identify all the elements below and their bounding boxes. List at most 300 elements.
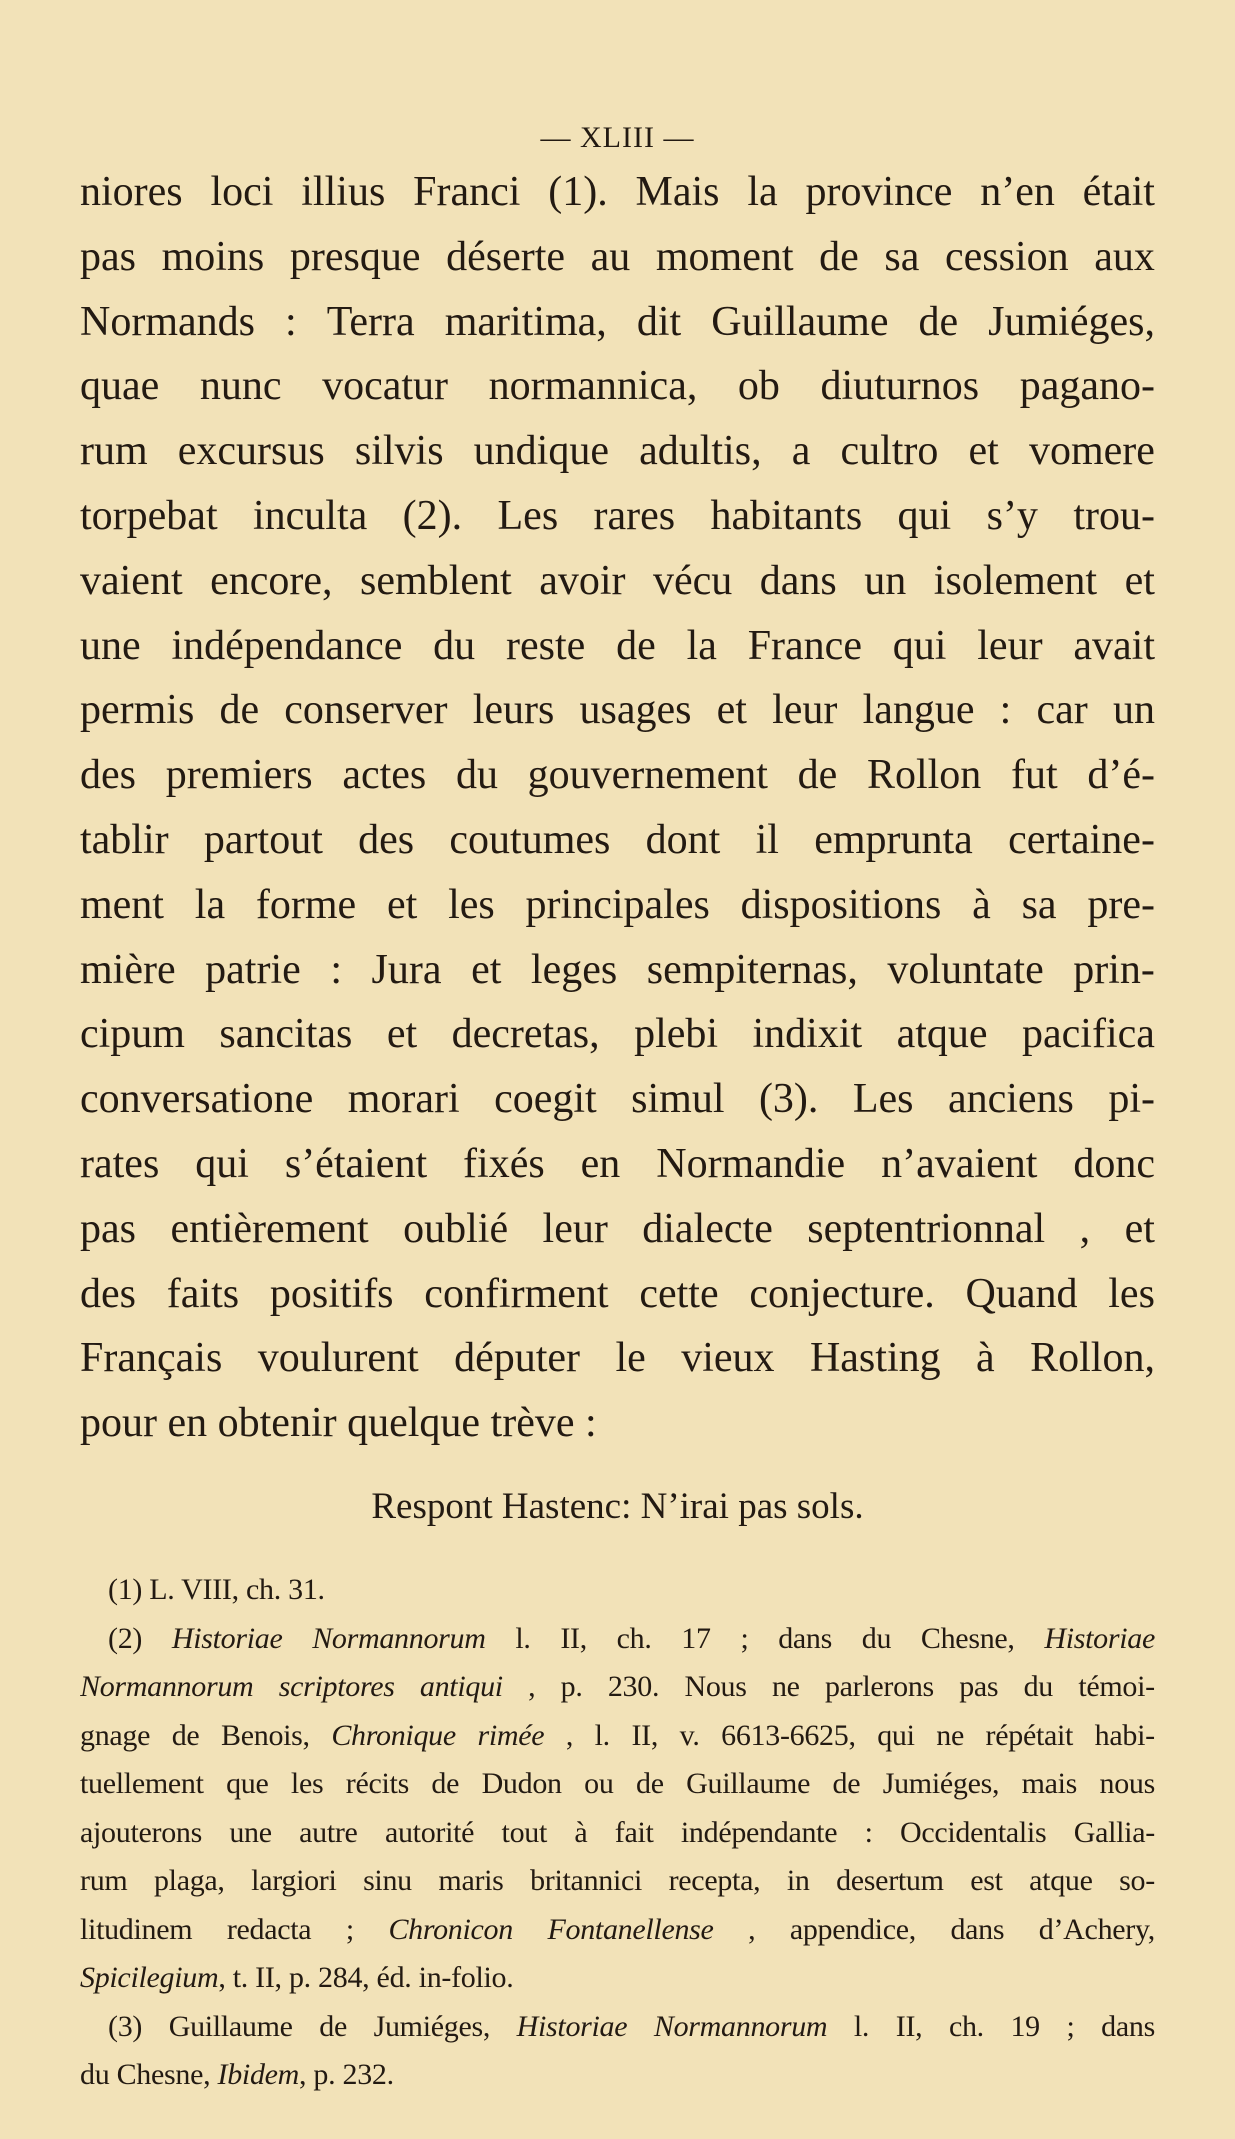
footnote-word: ajouterons bbox=[80, 1815, 202, 1849]
word: ment bbox=[80, 881, 164, 928]
word: : bbox=[999, 687, 1012, 734]
word: du bbox=[433, 622, 476, 669]
footnote-word: 19 bbox=[1010, 2009, 1040, 2043]
word: tablir bbox=[80, 816, 169, 863]
footnote-word: répétait bbox=[985, 1718, 1074, 1752]
word: certaine- bbox=[1008, 816, 1155, 863]
footnote-word: recepta, bbox=[668, 1864, 761, 1897]
word: Normandie bbox=[656, 1140, 846, 1187]
footnote-word: in bbox=[786, 1864, 810, 1897]
word: des bbox=[80, 752, 136, 799]
footnote-word: v. bbox=[679, 1718, 700, 1752]
word: et bbox=[968, 428, 999, 475]
word: excursus bbox=[177, 428, 325, 475]
footnote-word: (3) bbox=[108, 2009, 143, 2043]
word: sancitas bbox=[219, 1011, 353, 1058]
body-line bbox=[80, 678, 1155, 743]
body-line: pour en obtenir quelque trève : bbox=[80, 1400, 597, 1447]
word: positifs bbox=[269, 1270, 394, 1317]
footnote-word: Occidentalis bbox=[900, 1815, 1047, 1849]
body-line bbox=[80, 1067, 1155, 1132]
footnote-word: de bbox=[171, 1718, 200, 1752]
footnote-word: ne bbox=[771, 1670, 800, 1703]
footnote-word: ; bbox=[1066, 2009, 1075, 2043]
word: inculta bbox=[252, 492, 368, 539]
word: à bbox=[972, 881, 991, 928]
word: quae bbox=[80, 363, 160, 410]
footnote-word: autorité bbox=[384, 1815, 475, 1849]
word: mière bbox=[80, 946, 176, 993]
footnote-text: (1) L. VIII, ch. 31. bbox=[108, 1573, 325, 1606]
word: un bbox=[1112, 687, 1155, 734]
word: indépendance bbox=[171, 622, 403, 669]
word: sempiternas, bbox=[646, 946, 858, 993]
footnote-word: atque bbox=[1029, 1864, 1093, 1897]
footnote-word: une bbox=[229, 1815, 272, 1849]
footnote-word: Gallia- bbox=[1073, 1815, 1155, 1849]
footnote-word: que bbox=[226, 1767, 269, 1800]
footnote-word: II, bbox=[895, 2009, 923, 2043]
word: leurs bbox=[472, 687, 555, 734]
page-number-header: — XLIII — bbox=[540, 121, 695, 154]
footnote-word: du bbox=[861, 1621, 892, 1655]
footnote-word: Guillaume bbox=[686, 1767, 811, 1800]
body-line bbox=[80, 484, 1155, 549]
footnote-word: litudinem bbox=[80, 1912, 193, 1946]
word: de bbox=[219, 687, 260, 734]
footnote-italic-word: Normannorum bbox=[653, 2009, 828, 2043]
body-line bbox=[80, 1262, 1155, 1327]
footnote-word: britannici bbox=[530, 1864, 643, 1897]
word: de bbox=[819, 233, 859, 280]
word: undique bbox=[473, 428, 609, 475]
word: France bbox=[747, 622, 862, 669]
word: dont bbox=[645, 816, 721, 863]
word: habitants bbox=[710, 492, 863, 539]
footnote-word: 6613-6625, bbox=[721, 1718, 856, 1752]
word: qui bbox=[195, 1140, 249, 1187]
word: illius bbox=[301, 169, 386, 215]
word: langue bbox=[862, 687, 975, 734]
footnote-word: Chesne, bbox=[920, 1621, 1015, 1655]
footnote-word: Jumiéges, bbox=[373, 2009, 491, 2043]
footnote-word: l. bbox=[594, 1718, 610, 1752]
word: vécu bbox=[652, 557, 733, 604]
word: les bbox=[448, 881, 495, 928]
word: de bbox=[918, 298, 959, 345]
word: entièrement bbox=[170, 1205, 369, 1252]
word: du bbox=[455, 752, 498, 799]
footnote-word: tuellement bbox=[80, 1767, 204, 1800]
word: plebi bbox=[634, 1011, 719, 1058]
word: gouvernement bbox=[527, 752, 768, 799]
word: moins bbox=[161, 233, 265, 280]
word: forme bbox=[255, 881, 357, 928]
body-line bbox=[80, 1132, 1155, 1197]
footnote-word: 230. bbox=[607, 1670, 660, 1703]
word: à bbox=[976, 1335, 995, 1382]
word: principales bbox=[525, 881, 710, 928]
word: decretas, bbox=[451, 1011, 600, 1058]
word: moment bbox=[655, 233, 794, 280]
word: leur bbox=[542, 1205, 608, 1252]
body-line bbox=[80, 743, 1155, 808]
word: coutumes bbox=[449, 816, 611, 863]
word: partout bbox=[203, 816, 323, 863]
word: pas bbox=[80, 233, 136, 280]
word: Terra bbox=[326, 298, 415, 345]
word: presque bbox=[289, 233, 421, 280]
footnote-word: so- bbox=[1119, 1864, 1155, 1897]
word: indixit bbox=[752, 1011, 863, 1058]
word: (2). bbox=[402, 492, 463, 539]
footnote-italic-title: Spicilegium bbox=[80, 1961, 219, 1994]
footnote-italic-word: Fontanellense bbox=[547, 1912, 714, 1946]
word: déserte bbox=[446, 233, 566, 280]
footnote-word: du bbox=[1023, 1670, 1054, 1703]
footnote-line bbox=[80, 1954, 1155, 2003]
footnote-word: sinu bbox=[363, 1864, 412, 1897]
word: nunc bbox=[199, 363, 282, 410]
footnote-word: II, bbox=[631, 1718, 659, 1752]
word: aux bbox=[1094, 233, 1155, 280]
word: pre- bbox=[1087, 881, 1155, 928]
footnote-word: Jumiéges, bbox=[882, 1767, 1000, 1800]
footnote-italic-word: Historiae bbox=[171, 1621, 283, 1655]
body-line bbox=[80, 225, 1155, 290]
footnote-italic-word: antiqui bbox=[419, 1670, 503, 1703]
footnote-word: p. bbox=[560, 1670, 583, 1703]
word: voulurent bbox=[257, 1335, 419, 1382]
body-line bbox=[80, 1326, 1155, 1391]
footnote-word: ou bbox=[584, 1767, 614, 1800]
footnote-line bbox=[80, 2003, 1155, 2052]
word: n’avaient bbox=[881, 1140, 1038, 1187]
word: sa bbox=[1021, 881, 1057, 928]
word: fixés bbox=[463, 1140, 545, 1187]
footnote-word: de bbox=[431, 1767, 460, 1800]
word: septentrionnal bbox=[807, 1205, 1046, 1252]
word: rum bbox=[80, 428, 148, 475]
footnote-word: indépendante bbox=[680, 1815, 838, 1849]
word: voluntate bbox=[887, 946, 1044, 993]
footnote-word: habi- bbox=[1094, 1718, 1155, 1752]
word: pas bbox=[80, 1205, 136, 1252]
word: coegit bbox=[494, 1076, 597, 1123]
footnote-word: tout bbox=[501, 1815, 548, 1849]
footnote-word: qui bbox=[877, 1718, 915, 1752]
word: dans bbox=[759, 557, 837, 604]
footnote-word: plaga, bbox=[153, 1864, 225, 1897]
footnote-word: ch. bbox=[616, 1621, 652, 1655]
word: diuturnos bbox=[820, 363, 980, 410]
word: conversatione bbox=[80, 1076, 314, 1123]
word: cipum bbox=[80, 1011, 185, 1058]
footnote-italic-word: Chronicon bbox=[388, 1912, 513, 1946]
footnote-word: de bbox=[832, 1767, 861, 1800]
word: morari bbox=[347, 1076, 460, 1123]
footnote-italic-word: Normannorum bbox=[312, 1621, 486, 1655]
word: avait bbox=[1073, 622, 1155, 669]
word: patrie bbox=[205, 946, 301, 993]
word: faits bbox=[166, 1270, 240, 1317]
word: Français bbox=[80, 1335, 223, 1382]
word: Guillaume bbox=[711, 298, 889, 345]
footnote-italic-word: Historiae bbox=[1044, 1621, 1155, 1655]
footnote-word: ch. bbox=[948, 2009, 984, 2043]
word: (3). bbox=[758, 1076, 819, 1123]
footnote-word: dans bbox=[950, 1912, 1005, 1946]
word: torpebat bbox=[80, 492, 218, 539]
word: pacifica bbox=[1022, 1011, 1155, 1058]
footnote-word: II, bbox=[560, 1621, 587, 1655]
footnote-word: maris bbox=[438, 1864, 504, 1897]
word: confirment bbox=[424, 1270, 609, 1317]
word: conserver bbox=[284, 687, 448, 734]
word: les bbox=[1108, 1270, 1155, 1317]
footnote-italic-word: scriptores bbox=[278, 1670, 395, 1703]
footnote-word: , bbox=[528, 1670, 536, 1703]
word: cession bbox=[944, 233, 1069, 280]
body-line bbox=[80, 808, 1155, 873]
verse-quotation: Respont Hastenc: N’irai pas sols. bbox=[371, 1486, 864, 1527]
word: et bbox=[1124, 1205, 1155, 1252]
footnote-line bbox=[80, 1760, 1155, 1809]
footnote-word: rum bbox=[80, 1864, 128, 1897]
footnote-italic-word: Normannorum bbox=[80, 1670, 254, 1703]
word: s’y bbox=[986, 492, 1038, 539]
footnote-word: nous bbox=[1099, 1767, 1155, 1800]
word: oublié bbox=[403, 1205, 509, 1252]
footnotes bbox=[80, 1566, 1155, 2100]
word: normannica, bbox=[488, 363, 698, 410]
word: anciens bbox=[947, 1076, 1074, 1123]
footnote-word: ; bbox=[740, 1621, 749, 1655]
footnote-text: , p. 232. bbox=[299, 2058, 394, 2091]
footnote-line bbox=[80, 1566, 1155, 1615]
body-line bbox=[80, 1197, 1155, 1262]
body-line bbox=[80, 614, 1155, 679]
footnote-line bbox=[80, 2051, 1155, 2100]
word: et bbox=[471, 946, 502, 993]
footnote-word: , bbox=[565, 1718, 574, 1752]
word: avoir bbox=[539, 557, 626, 604]
word: Quand bbox=[965, 1270, 1078, 1317]
word: d’é- bbox=[1087, 752, 1155, 799]
word: ob bbox=[737, 363, 780, 410]
footnote-italic-word: rimée bbox=[477, 1718, 545, 1752]
footnote-line bbox=[80, 1663, 1155, 1712]
word: silvis bbox=[354, 428, 444, 475]
footnote-word: dans bbox=[1101, 2009, 1155, 2043]
footnote-word: (2) bbox=[108, 1621, 143, 1655]
word: vocatur bbox=[322, 363, 449, 410]
word: députer bbox=[454, 1335, 581, 1382]
footnote-word: à bbox=[574, 1815, 588, 1849]
word: et bbox=[716, 687, 747, 734]
word: encore, bbox=[210, 557, 333, 604]
footnote-word: dans bbox=[778, 1621, 833, 1655]
word: s’étaient bbox=[284, 1140, 428, 1187]
word: qui bbox=[897, 492, 952, 539]
word: simul bbox=[631, 1076, 725, 1123]
word: le bbox=[615, 1335, 646, 1382]
footnote-word: est bbox=[970, 1864, 1003, 1897]
word: donc bbox=[1073, 1140, 1155, 1187]
footnote-italic-word: Historiae bbox=[516, 2009, 628, 2043]
word: conjecture. bbox=[749, 1270, 935, 1317]
footnote-word: desertum bbox=[836, 1864, 944, 1897]
word: cette bbox=[639, 1270, 719, 1317]
body-line bbox=[80, 1002, 1155, 1067]
word: au bbox=[590, 233, 631, 280]
footnote-word: parlerons bbox=[824, 1670, 934, 1703]
footnote-word: fait bbox=[614, 1815, 654, 1849]
footnote-word: de bbox=[636, 1767, 664, 1800]
word: Jura bbox=[371, 946, 442, 993]
word: : bbox=[330, 946, 342, 993]
word: loci bbox=[210, 169, 274, 215]
footnote-word: d’Achery, bbox=[1038, 1912, 1155, 1946]
word: pagano- bbox=[1019, 363, 1155, 410]
word: était bbox=[1082, 169, 1155, 215]
footnote-word: ; bbox=[345, 1912, 354, 1946]
word: province bbox=[805, 169, 953, 215]
word: Hasting bbox=[809, 1335, 941, 1382]
word: et bbox=[386, 1011, 418, 1058]
word: une bbox=[80, 622, 141, 669]
word: en bbox=[580, 1140, 621, 1187]
word: atque bbox=[896, 1011, 988, 1058]
footnote-line bbox=[80, 1809, 1155, 1858]
footnote-word: témoi- bbox=[1078, 1670, 1155, 1703]
word: et bbox=[386, 881, 418, 928]
footnote-word: : bbox=[864, 1815, 873, 1849]
word: Les bbox=[497, 492, 559, 539]
word: car bbox=[1036, 687, 1088, 734]
footnote-word: récits bbox=[345, 1767, 409, 1800]
word: trou- bbox=[1073, 492, 1155, 539]
word: des bbox=[80, 1270, 136, 1317]
footnote-word: Nous bbox=[684, 1670, 747, 1703]
footnote-word: Dudon bbox=[481, 1767, 562, 1800]
word: Rollon bbox=[866, 752, 982, 799]
word: Les bbox=[852, 1076, 914, 1123]
footnote-word: redacta bbox=[226, 1912, 312, 1946]
word: permis bbox=[80, 687, 195, 734]
word: vomere bbox=[1028, 428, 1155, 475]
footnote-line bbox=[80, 1712, 1155, 1761]
word: de bbox=[616, 622, 656, 669]
word: a bbox=[791, 428, 811, 475]
word: Normands bbox=[80, 298, 255, 345]
word: (1). bbox=[548, 169, 608, 215]
word: la bbox=[194, 881, 226, 928]
word: vieux bbox=[681, 1335, 775, 1382]
footnote-word: ne bbox=[936, 1718, 964, 1752]
word: semblent bbox=[360, 557, 512, 604]
word: : bbox=[285, 298, 297, 345]
footnote-word: de bbox=[319, 2009, 347, 2043]
footnote-line bbox=[80, 1857, 1155, 1906]
word: emprunta bbox=[814, 816, 973, 863]
footnote-word: 17 bbox=[681, 1621, 711, 1655]
word: leur bbox=[772, 687, 838, 734]
word: vaient bbox=[80, 557, 183, 604]
word: leur bbox=[977, 622, 1043, 669]
word: , bbox=[1079, 1205, 1091, 1252]
word: usages bbox=[579, 687, 692, 734]
word: reste bbox=[505, 622, 586, 669]
body-line bbox=[80, 160, 1155, 225]
footnote-line bbox=[80, 1615, 1155, 1664]
word: Jumiéges, bbox=[988, 298, 1155, 345]
word: de bbox=[797, 752, 838, 799]
word: leges bbox=[530, 946, 618, 993]
word: niores bbox=[80, 169, 183, 215]
body-line bbox=[80, 873, 1155, 938]
word: Franci bbox=[413, 169, 521, 215]
footnote-word: appendice, bbox=[789, 1912, 916, 1946]
word: qui bbox=[892, 622, 947, 669]
word: prin- bbox=[1073, 946, 1155, 993]
word: dispositions bbox=[740, 881, 942, 928]
word: fut bbox=[1010, 752, 1058, 799]
footnote-italic-word: Chronique bbox=[331, 1718, 456, 1752]
footnote-text: du Chesne, bbox=[80, 2058, 218, 2091]
word: maritima, bbox=[444, 298, 607, 345]
word: premiers bbox=[165, 752, 313, 799]
word: isolement bbox=[933, 557, 1098, 604]
body-line bbox=[80, 549, 1155, 614]
footnote-word: pas bbox=[959, 1670, 999, 1703]
footnote-word: largiori bbox=[251, 1864, 337, 1897]
word: sa bbox=[884, 233, 920, 280]
word: un bbox=[864, 557, 907, 604]
footnote-word: mais bbox=[1021, 1767, 1078, 1800]
footnote-word: gnage bbox=[80, 1718, 151, 1752]
footnote-line bbox=[80, 1906, 1155, 1955]
word: il bbox=[755, 816, 779, 863]
word: Mais bbox=[635, 169, 720, 215]
word: cultro bbox=[840, 428, 939, 475]
body-line bbox=[80, 938, 1155, 1003]
footnote-italic-title: Ibidem bbox=[217, 2058, 300, 2091]
body-line bbox=[80, 419, 1155, 484]
word: des bbox=[358, 816, 415, 863]
word: dit bbox=[636, 298, 682, 345]
word: pi- bbox=[1108, 1076, 1155, 1123]
footnote-word: Guillaume bbox=[168, 2009, 293, 2043]
footnote-word: Benois, bbox=[221, 1718, 310, 1752]
word: Rollon, bbox=[1030, 1335, 1155, 1382]
body-text bbox=[80, 160, 1155, 1456]
footnote-word: l. bbox=[515, 1621, 531, 1655]
footnote-word: les bbox=[290, 1767, 324, 1800]
word: rates bbox=[80, 1140, 160, 1187]
word: n’en bbox=[980, 169, 1055, 215]
body-line bbox=[80, 290, 1155, 355]
word: dialecte bbox=[642, 1205, 773, 1252]
word: et bbox=[1124, 557, 1155, 604]
word: adultis, bbox=[639, 428, 762, 475]
body-line bbox=[80, 354, 1155, 419]
word: la bbox=[747, 169, 778, 215]
word: la bbox=[686, 622, 717, 669]
footnote-text: , t. II, p. 284, éd. in-folio. bbox=[218, 1961, 514, 1994]
footnote-word: , bbox=[748, 1912, 756, 1946]
word: rares bbox=[593, 492, 676, 539]
